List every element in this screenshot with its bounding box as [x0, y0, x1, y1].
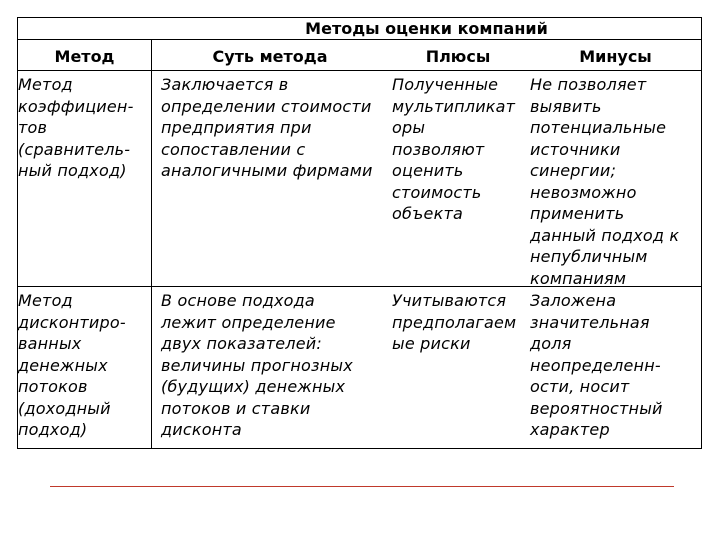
- row1-cons: Не позволяет выявить потенциальные источники синергии; невозможно применить данный подход к непубличным компаниям: [530, 75, 680, 288]
- column-divider: [151, 39, 152, 448]
- header-essence: Суть метода: [212, 47, 328, 66]
- row2-cons: Заложена значительная доля неопределенн- ости, носит вероятностный характер: [530, 291, 663, 439]
- header-row-divider: [18, 70, 701, 71]
- methods-table: [17, 17, 702, 449]
- row2-essence: В основе подхода лежит определение двух показателей: величины прогнозных (будущих) денежных потоков и ставки дисконта: [161, 291, 353, 439]
- row1-essence: Заключается в определении стоимости предприятия при сопоставлении с аналогичными фирмами: [161, 75, 373, 180]
- row2-method: Метод дисконтиро- ванных денежных потоков (доходный подход): [18, 291, 126, 439]
- row1-pros: Полученные мультипликат оры позволяют оценить стоимость объекта: [392, 75, 516, 223]
- row1-method: Метод коэффициен- тов (сравнитель- ный подход): [18, 75, 134, 180]
- header-method: Метод: [54, 47, 115, 66]
- title-row-divider: [18, 39, 701, 40]
- table-title: Методы оценки компаний: [305, 19, 548, 38]
- header-cons: Минусы: [579, 47, 652, 66]
- row2-pros: Учитываются предполагаем ые риски: [392, 291, 517, 353]
- footer-divider-line: [50, 486, 674, 487]
- header-pros: Плюсы: [425, 47, 491, 66]
